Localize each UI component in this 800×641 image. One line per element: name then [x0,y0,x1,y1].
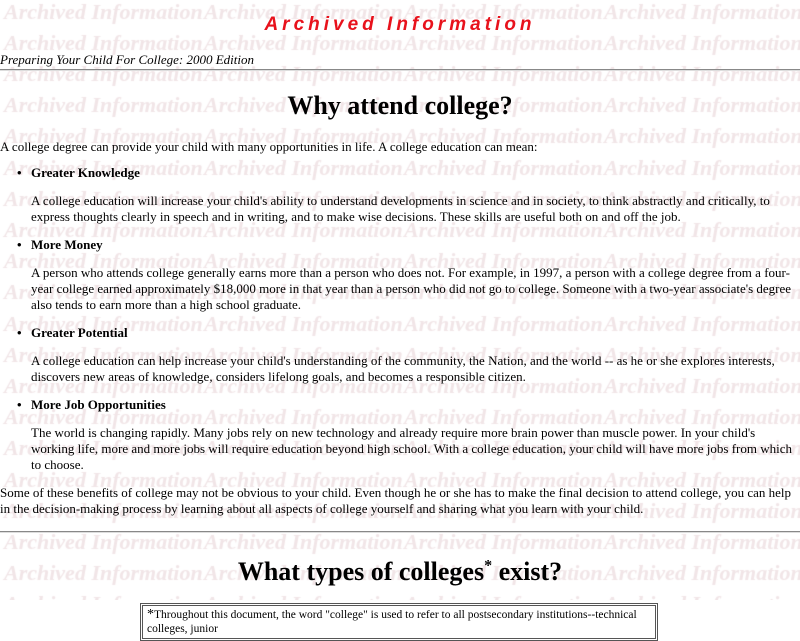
list-item-body: A person who attends college generally earns more than a person who does not. For example, in 1997, a person with a college degree from a four-year college earned approximately $18,000 more in that year than a person who did not go to college. Someone with a two-year associate's degree also tends to earn more than a high school graduate. [31,265,792,312]
divider [0,69,800,71]
list-item-body: A college education can help increase your child's understanding of the community, the Nation, and the world -- as he or she explores interests, discovers new areas of knowledge, considers lifelong goals, and becomes a responsible citizen. [31,353,775,384]
closing-paragraph: Some of these benefits of college may not be obvious to your child. Even though he or she has to make the final decision to attend college, you can help in the decision-making process by learning about all aspects of college yourself and sharing what you learn with your child. [0,485,791,516]
intro-paragraph: A college degree can provide your child with many opportunities in life. A college education can mean: [0,139,538,154]
list-item-body: The world is changing rapidly. Many jobs rely on new technology and already require more brain power than muscle power. In your child's working life, more and more jobs will require education beyond high school. With a college education, your child will have more jobs from which to choose. [31,425,792,472]
document-subtitle: Preparing Your Child For College: 2000 Edition [0,52,254,67]
list-item-heading: • More Money [31,237,800,253]
list-item [0,165,800,225]
list-item [0,325,800,385]
list-item-heading: • Greater Potential [31,325,800,341]
footnote-box: *Throughout this document, the word "college" is used to refer to all postsecondary institutions--technical colleges, junior [140,603,658,641]
footnote-text: Throughout this document, the word "college" is used to refer to all postsecondary institutions--technical colleges, junior [147,609,637,635]
list-item [0,237,800,313]
list-item-heading: • More Job Opportunities [31,397,800,413]
archived-information-banner: Archived Information [264,14,536,35]
list-item [0,397,800,473]
footnote-marker: * [484,557,493,575]
section-title-college-types: What types of colleges* exist? [237,557,563,586]
list-item-heading: • Greater Knowledge [31,165,800,181]
section-title-why-attend: Why attend college? [287,91,513,120]
benefits-list [0,165,800,473]
list-item-body: A college education will increase your child's ability to understand developments in science and in society, to think abstractly and critically, to express thoughts clearly in speech and in writing, and to make wise decisions. These skills are useful both on and off the job. [31,193,770,224]
divider [0,531,800,533]
